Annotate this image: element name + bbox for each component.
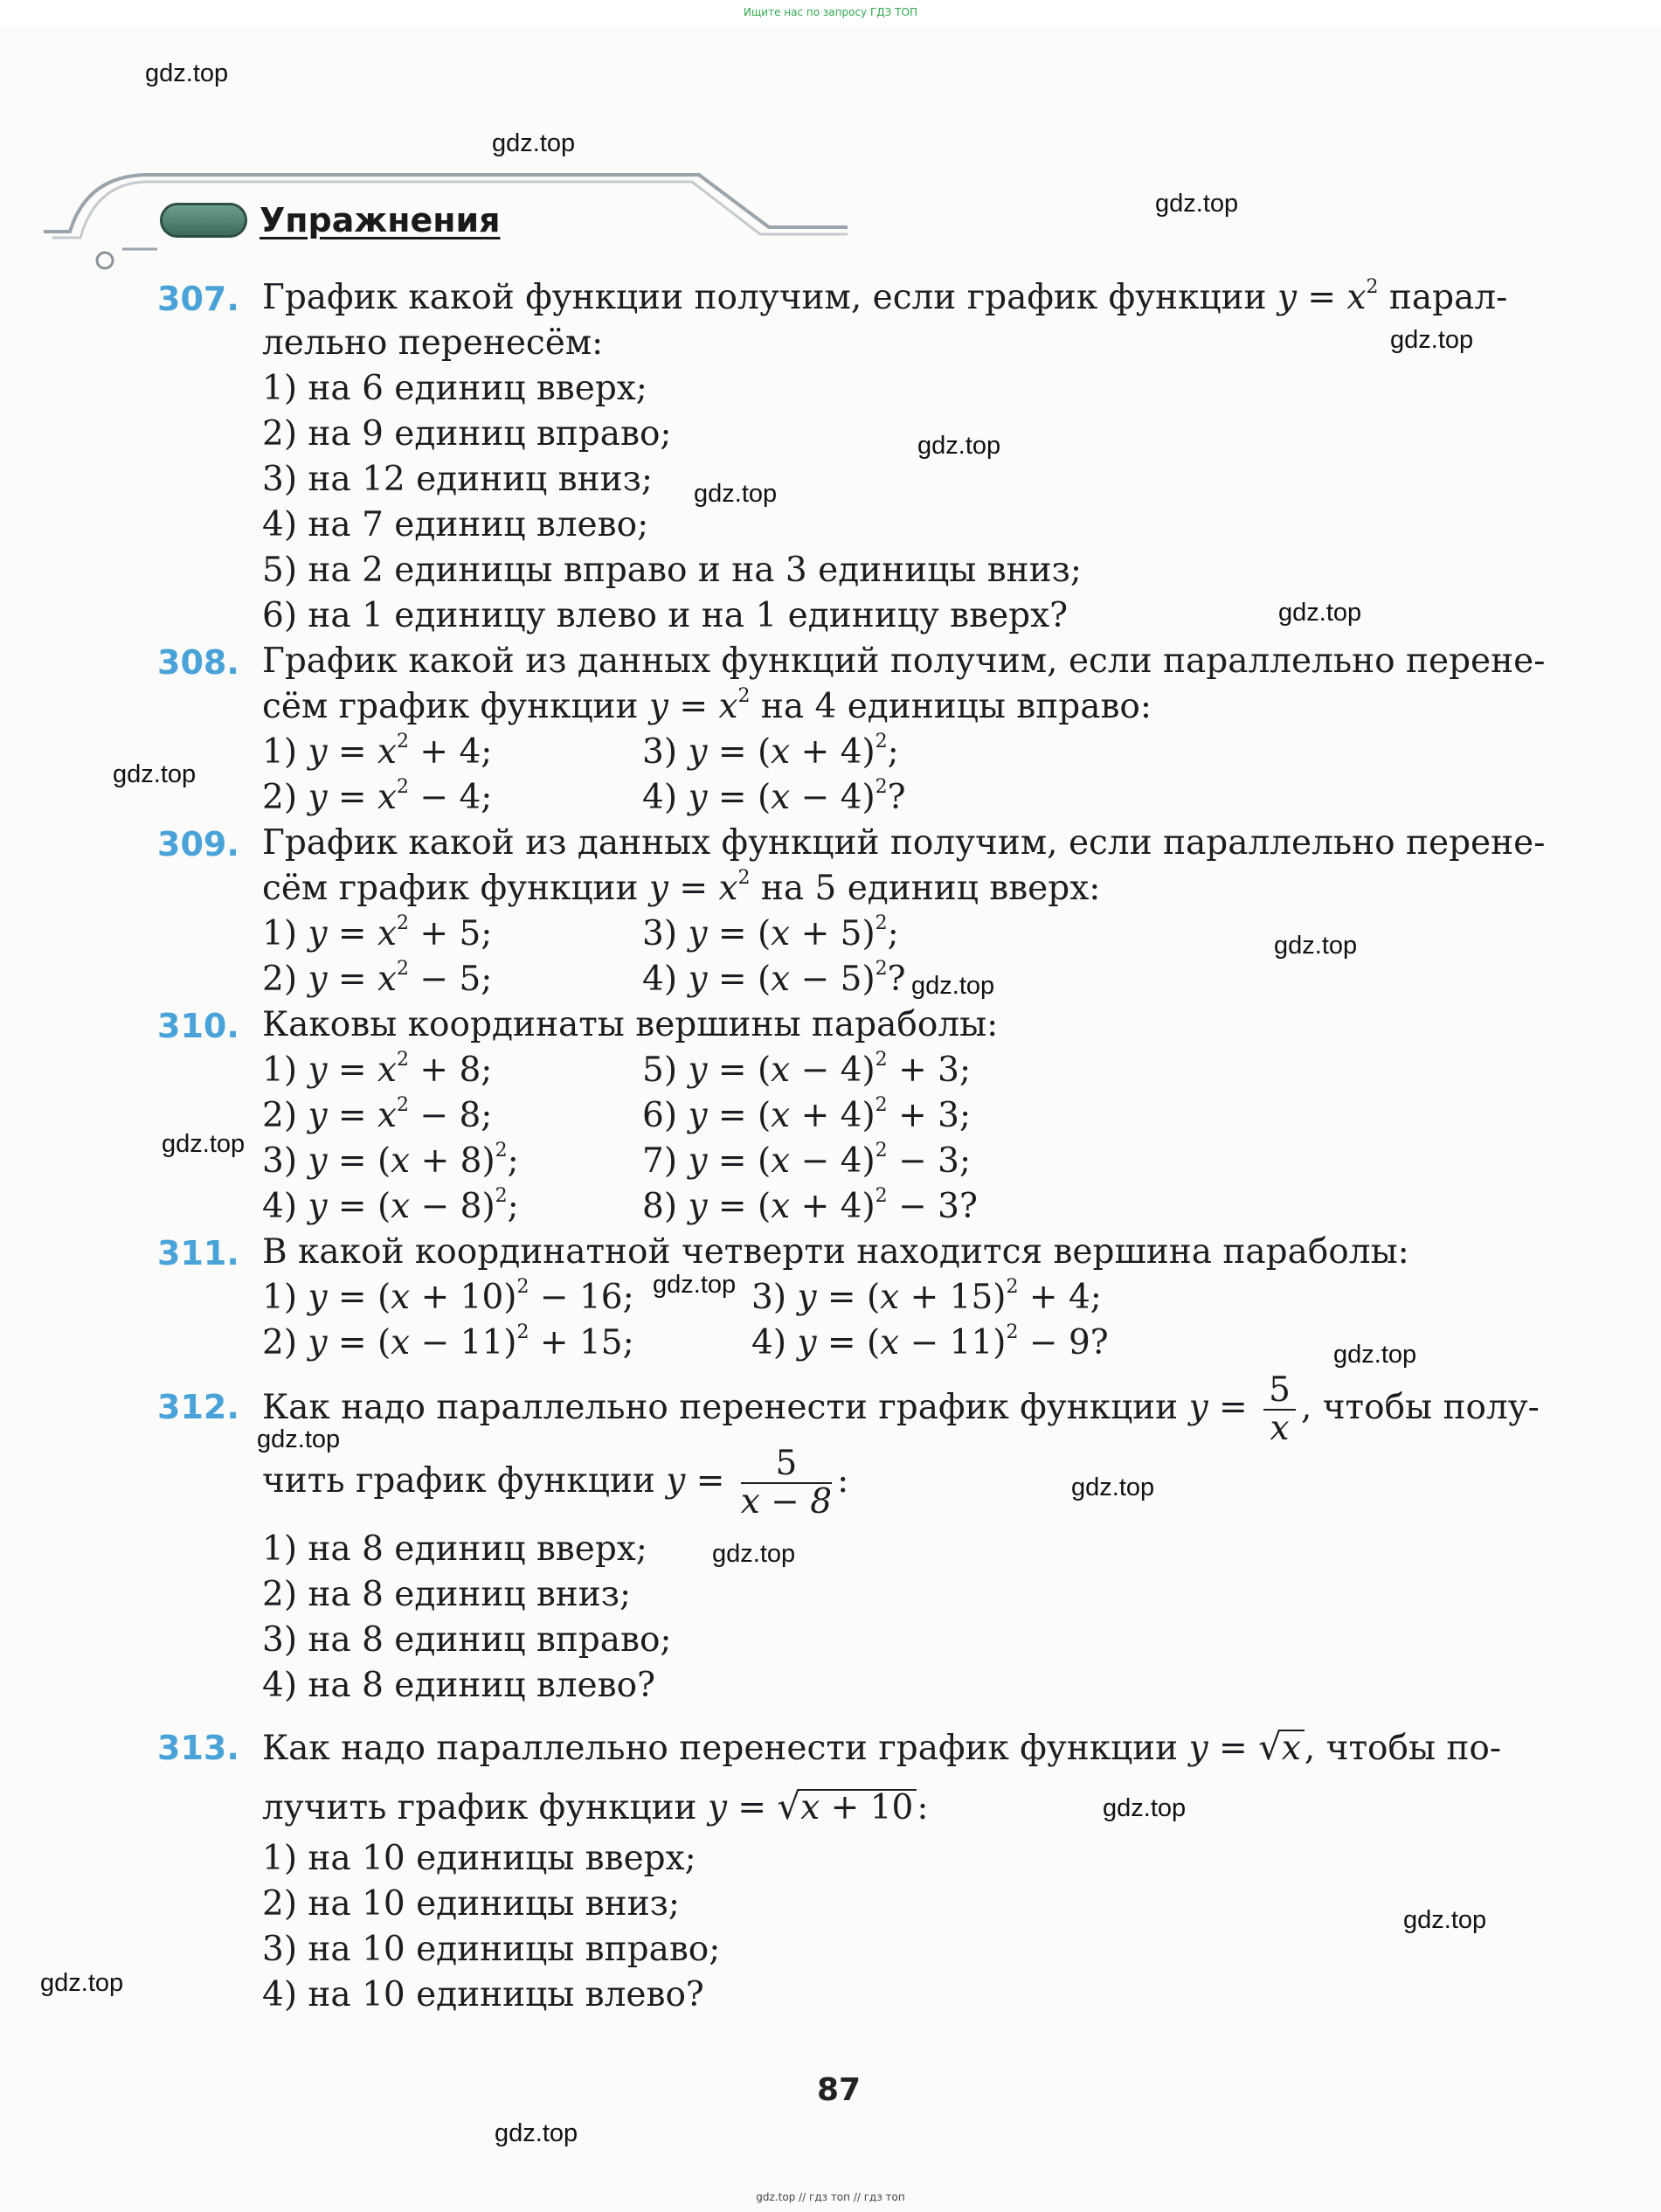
exercise-309-option-2: 2) $y = x^2 - 5$; xyxy=(262,958,493,999)
watermark: gdz.top xyxy=(712,1540,796,1568)
exercise-310-option-3: 3) $y = (x + 8)^2$; xyxy=(262,1140,519,1181)
watermark: gdz.top xyxy=(1390,326,1474,354)
exercise-311-line-1: В какой координатной четверти находится вершина параболы: xyxy=(262,1232,1409,1272)
watermark: gdz.top xyxy=(911,972,995,1000)
exercise-307-option-6: 6) на 1 единицу влево и на 1 единицу вверх? xyxy=(262,596,1069,635)
exercise-310-number: 310. xyxy=(157,1007,239,1045)
watermark: gdz.top xyxy=(1333,1341,1417,1369)
watermark: gdz.top xyxy=(162,1130,246,1158)
exercise-311-option-1: 1) $y = (x + 10)^2 - 16$; xyxy=(262,1276,634,1317)
exercise-308-line-2: сём график функции $y = x^2$ на 4 единицы вправо: xyxy=(262,685,1152,726)
watermark: gdz.top xyxy=(1403,1906,1487,1934)
exercise-312-number: 312. xyxy=(157,1388,239,1426)
watermark: gdz.top xyxy=(694,480,778,508)
exercise-312-line-1: Как надо параллельно перенести график функции y = $\frac{5}{x}$ , чтобы полу- xyxy=(262,1370,1540,1448)
exercise-307-option-2: 2) на 9 единиц вправо; xyxy=(262,414,672,454)
section-title: Упражнения xyxy=(260,201,501,239)
exercise-309-line-2: сём график функции $y = x^2$ на 5 единиц вверх: xyxy=(262,867,1101,908)
page-number: 87 xyxy=(817,2072,862,2108)
exercise-312-option-4: 4) на 8 единиц влево? xyxy=(262,1666,655,1705)
exercise-308-option-3: 3) $y = (x + 4)^2$; xyxy=(642,731,899,772)
fraction-5-over-x-minus-8: $\frac{5}{x - 8}$ xyxy=(740,1444,833,1522)
exercise-309-number: 309. xyxy=(157,825,239,863)
exercise-309-option-4: 4) $y = (x - 5)^2$? xyxy=(642,958,906,999)
watermark: gdz.top xyxy=(653,1271,737,1299)
exercise-308-number: 308. xyxy=(157,643,239,682)
exercise-307-option-1: 1) на 6 единиц вверх; xyxy=(262,369,647,408)
bottom-banner-text[interactable]: gdz.top // гдз топ // гдз топ xyxy=(756,2191,905,2203)
top-banner-text[interactable]: Ищите нас по запросу ГДЗ ТОП xyxy=(744,6,917,18)
exercise-310-option-7: 7) $y = (x - 4)^2 - 3$; xyxy=(642,1140,972,1181)
exercise-307-line-2: лельно перенесём: xyxy=(262,323,604,363)
exercise-312-line-2: чить график функции y = $\frac{5}{x - 8}$ : xyxy=(262,1444,849,1522)
exercise-310-option-6: 6) $y = (x + 4)^2 + 3$; xyxy=(642,1094,972,1135)
exercise-310-option-4: 4) $y = (x - 8)^2$; xyxy=(262,1185,519,1226)
exercise-311-number: 311. xyxy=(157,1234,239,1272)
exercise-307-option-4: 4) на 7 единиц влево; xyxy=(262,505,649,544)
exercise-308-line-1: График какой из данных функций получим, если параллельно перене- xyxy=(262,641,1546,681)
exercise-312-option-3: 3) на 8 единиц вправо; xyxy=(262,1620,672,1660)
sqrt-sign: √ xyxy=(777,1785,801,1827)
watermark: gdz.top xyxy=(1274,932,1358,960)
exercise-307-option-3: 3) на 12 единиц вниз; xyxy=(262,460,653,499)
watermark: gdz.top xyxy=(40,1969,124,1997)
watermark: gdz.top xyxy=(1155,190,1239,218)
exercise-307-number: 307. xyxy=(157,280,239,318)
exercise-309-option-1: 1) $y = x^2 + 5$; xyxy=(262,912,493,953)
exercise-309-line-1: График какой из данных функций получим, если параллельно перене- xyxy=(262,823,1546,863)
exercise-307-line-1: График какой функции получим, если график функции $y = x^2$ парал- xyxy=(262,276,1508,317)
exercise-308-option-4: 4) $y = (x - 4)^2$? xyxy=(642,776,906,817)
section-header-pill-icon xyxy=(160,203,247,238)
exercise-311-option-2: 2) $y = (x - 11)^2 + 15$; xyxy=(262,1321,634,1363)
watermark: gdz.top xyxy=(495,2119,578,2147)
exercise-309-option-3: 3) $y = (x + 5)^2$; xyxy=(642,912,899,953)
exercise-308-option-2: 2) $y = x^2 - 4$; xyxy=(262,776,493,817)
watermark: gdz.top xyxy=(917,432,1001,460)
exercise-311-option-3: 3) $y = (x + 15)^2 + 4$; xyxy=(751,1276,1102,1317)
exercise-308-option-1: 1) $y = x^2 + 4$; xyxy=(262,731,493,772)
exercise-313-option-1: 1) на 10 единицы вверх; xyxy=(262,1839,696,1878)
watermark: gdz.top xyxy=(492,129,576,157)
exercise-313-number: 313. xyxy=(157,1729,239,1767)
exercise-310-option-5: 5) $y = (x - 4)^2 + 3$; xyxy=(642,1049,972,1090)
exercise-310-option-1: 1) $y = x^2 + 8$; xyxy=(262,1049,493,1090)
exercise-312-option-1: 1) на 8 единиц вверх; xyxy=(262,1529,647,1569)
exercise-310-option-2: 2) $y = x^2 - 8$; xyxy=(262,1094,493,1135)
exercise-313-option-3: 3) на 10 единицы вправо; xyxy=(262,1930,721,1969)
exercise-313-line-1: Как надо параллельно перенести график функции y = √x , чтобы по- xyxy=(262,1725,1502,1768)
watermark: gdz.top xyxy=(1071,1474,1155,1501)
exercise-310-option-8: 8) $y = (x + 4)^2 - 3$? xyxy=(642,1185,978,1226)
exercise-312-option-2: 2) на 8 единиц вниз; xyxy=(262,1575,632,1614)
watermark: gdz.top xyxy=(145,59,229,87)
watermark: gdz.top xyxy=(1278,599,1362,627)
fraction-5-over-x: $\frac{5}{x}$ xyxy=(1263,1372,1296,1447)
exercise-311-option-4: 4) $y = (x - 11)^2 - 9$? xyxy=(751,1321,1109,1363)
sqrt-sign: √ xyxy=(1258,1725,1282,1768)
exercise-307-option-5: 5) на 2 единицы вправо и на 3 единицы вниз; xyxy=(262,551,1083,590)
exercise-313-option-4: 4) на 10 единицы влево? xyxy=(262,1975,704,2014)
watermark: gdz.top xyxy=(1103,1794,1187,1822)
watermark: gdz.top xyxy=(257,1425,341,1453)
exercise-313-line-2: лучить график функции y = √x + 10 : xyxy=(262,1785,929,1827)
exercise-310-line-1: Каковы координаты вершины параболы: xyxy=(262,1005,999,1044)
exercise-313-option-2: 2) на 10 единицы вниз; xyxy=(262,1884,681,1924)
watermark: gdz.top xyxy=(113,760,197,788)
